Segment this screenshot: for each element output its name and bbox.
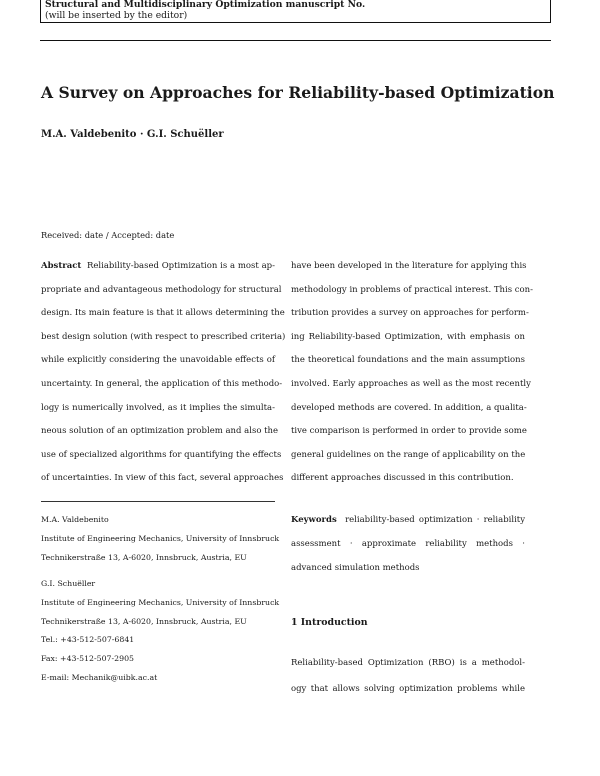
keywords-label: Keywords xyxy=(291,515,337,525)
abstract-line: the theoretical foundations and the main assumptions xyxy=(291,355,525,366)
affiliation-author1 xyxy=(41,511,279,567)
affiliation-name: M.A. Valdebenito xyxy=(41,515,109,524)
abstract-line: propriate and advantageous methodology for structural xyxy=(41,284,282,295)
abstract-line: while explicitly considering the unavoidable effects of xyxy=(41,355,275,366)
abstract-line: involved. Early approaches as well as the most recently xyxy=(291,378,531,389)
affiliation-email[interactable]: E-mail: Mechanik@uibk.ac.at xyxy=(41,672,158,682)
abstract-left-column xyxy=(41,255,286,491)
abstract-line: use of specialized algorithms for quantifying the effects xyxy=(41,449,282,460)
abstract-line: developed methods are covered. In addition, a qualita- xyxy=(291,402,527,413)
abstract-line: design. Its main feature is that it allows determining the xyxy=(41,308,285,319)
received-date: Received: date / Accepted: date xyxy=(41,230,175,240)
keywords-line: advanced simulation methods xyxy=(291,563,420,573)
editor-note: (will be inserted by the editor) xyxy=(45,9,188,21)
affiliation-address: Technikerstraße 13, A-6020, Innsbruck, Austria, EU xyxy=(41,616,247,626)
abstract-line: methodology in problems of practical interest. This con- xyxy=(291,284,534,295)
footnote-rule xyxy=(41,501,275,502)
abstract-line: Abstract Reliability-based Optimization is a most ap- xyxy=(41,261,275,271)
abstract-line: ing Reliability-based Optimization, with emphasis on xyxy=(291,331,525,342)
abstract-line: have been developed in the literature for applying this xyxy=(291,261,527,271)
abstract-line: general guidelines on the range of applicability on the xyxy=(291,449,526,460)
affiliation-author2 xyxy=(41,575,279,688)
introduction-line: Reliability-based Optimization (RBO) is a methodol- xyxy=(291,658,525,668)
abstract-line: best design solution (with respect to prescribed criteria) xyxy=(41,331,286,342)
introduction-body xyxy=(291,650,525,702)
keywords-block xyxy=(291,508,525,580)
abstract-line: logy is numerically involved, as it implies the simulta- xyxy=(41,402,275,413)
abstract-line: tive comparison is performed in order to provide some xyxy=(291,426,527,437)
introduction-line: ogy that allows solving optimization problems while xyxy=(291,684,525,694)
abstract-line: of uncertainties. In view of this fact, several approaches xyxy=(41,473,284,484)
header-rule xyxy=(40,40,551,41)
section-heading-introduction: 1 Introduction xyxy=(291,617,368,628)
author-list: M.A. Valdebenito · G.I. Schuëller xyxy=(41,129,224,140)
abstract-label: Abstract xyxy=(41,261,82,271)
affiliation-fax: Fax: +43-512-507-2905 xyxy=(41,654,134,664)
journal-line: Structural and Multidisciplinary Optimization manuscript No. xyxy=(45,0,366,10)
paper-title: A Survey on Approaches for Reliability-based Optimization xyxy=(41,83,555,102)
affiliation-name: G.I. Schuëller xyxy=(41,579,96,588)
affiliation-address: Technikerstraße 13, A-6020, Innsbruck, Austria, EU xyxy=(41,552,247,562)
editor-note-box xyxy=(40,0,551,23)
abstract-line: tribution provides a survey on approaches for perform- xyxy=(291,308,529,319)
keywords-line: Keywords reliability-based optimization · reliability xyxy=(291,515,526,525)
affiliation-institute: Institute of Engineering Mechanics, University of Innsbruck xyxy=(41,597,280,607)
abstract-line: uncertainty. In general, the application of this methodo- xyxy=(41,378,283,389)
abstract-right-column xyxy=(291,255,534,491)
abstract-line: different approaches discussed in this contribution. xyxy=(291,473,514,484)
abstract-line: neous solution of an optimization problem and also the xyxy=(41,426,279,437)
keywords-line: assessment · approximate reliability methods · xyxy=(291,539,525,549)
affiliation-institute: Institute of Engineering Mechanics, University of Innsbruck xyxy=(41,533,280,543)
affiliation-tel: Tel.: +43-512-507-6841 xyxy=(41,635,135,645)
